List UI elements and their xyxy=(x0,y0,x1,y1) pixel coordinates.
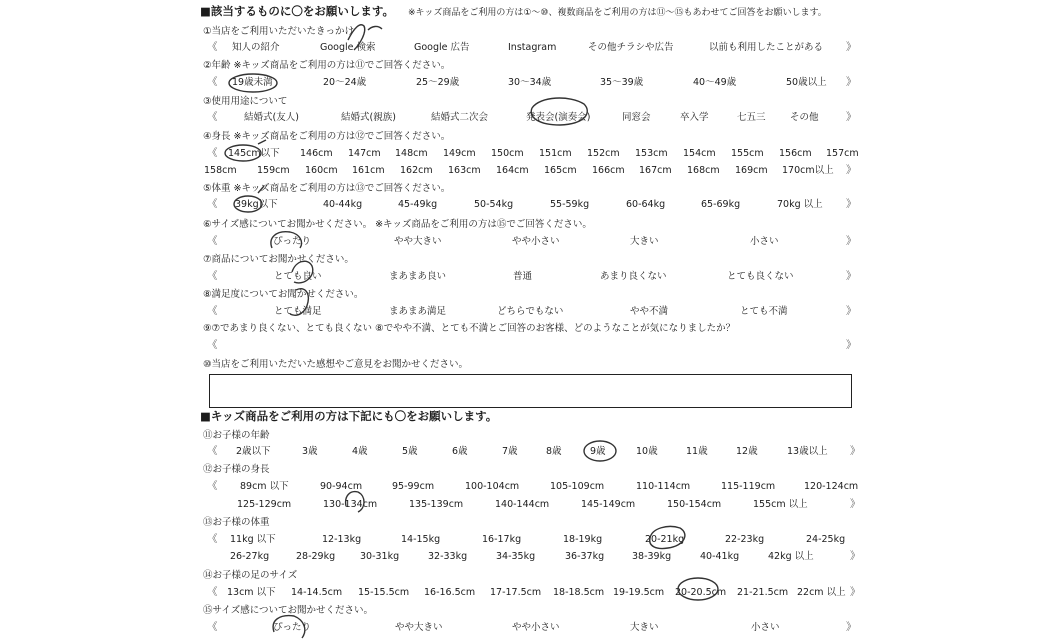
q13-option[interactable]: 28-29kg xyxy=(296,551,336,562)
q8-option[interactable]: どちらでもない xyxy=(497,306,564,317)
q12-option[interactable]: 135-139cm xyxy=(409,499,464,510)
q4-option[interactable]: 167cm xyxy=(639,165,672,176)
q12-option[interactable]: 90-94cm xyxy=(320,481,363,492)
q11-option[interactable]: 7歳 xyxy=(502,446,518,457)
q7-label: ⑦商品についてお聞かせください。 xyxy=(203,254,354,265)
q6-option[interactable]: やや小さい xyxy=(512,236,560,247)
q4-option[interactable]: 155cm xyxy=(731,148,764,159)
q13-label: ⑬お子様の体重 xyxy=(203,517,270,528)
q14-option[interactable]: 16-16.5cm xyxy=(424,587,476,598)
q4-option[interactable]: 166cm xyxy=(592,165,625,176)
bracket-close: 》 xyxy=(846,235,857,247)
q4-option[interactable]: 151cm xyxy=(539,148,572,159)
q15-option[interactable]: 大きい xyxy=(630,622,659,633)
q8-label: ⑧満足度についてお聞かせください。 xyxy=(203,289,364,300)
q13-option[interactable]: 38-39kg xyxy=(632,551,672,562)
q15-option[interactable]: やや大きい xyxy=(395,622,443,633)
bracket-open: 《 xyxy=(207,198,218,210)
q2-option[interactable]: 35〜39歳 xyxy=(600,77,644,88)
q4-option[interactable]: 146cm xyxy=(300,148,333,159)
q3-option[interactable]: 発表会(演奏会) xyxy=(526,112,591,123)
q4-option[interactable]: 163cm xyxy=(448,165,481,176)
q13-option[interactable]: 11kg 以下 xyxy=(230,534,276,545)
q1-option[interactable]: Google 検索 xyxy=(320,42,376,53)
bracket-open: 《 xyxy=(207,147,218,159)
q2-option[interactable]: 40〜49歳 xyxy=(693,77,737,88)
q2-option[interactable]: 20〜24歳 xyxy=(323,77,367,88)
bracket-close: 》 xyxy=(850,586,861,598)
q11-option[interactable]: 8歳 xyxy=(546,446,562,457)
q11-option[interactable]: 11歳 xyxy=(686,446,708,457)
q14-option[interactable]: 22cm 以上 xyxy=(797,587,846,598)
bracket-open: 《 xyxy=(207,235,218,247)
q13-option[interactable]: 12-13kg xyxy=(322,534,362,545)
q2-option[interactable]: 50歳以上 xyxy=(786,77,827,88)
q3-option[interactable]: 七五三 xyxy=(737,112,766,123)
q4-option[interactable]: 150cm xyxy=(491,148,524,159)
q12-option[interactable]: 120-124cm xyxy=(804,481,859,492)
q14-option[interactable]: 21-21.5cm xyxy=(737,587,789,598)
bracket-close: 》 xyxy=(846,270,857,282)
q4-option[interactable]: 158cm xyxy=(204,165,237,176)
q13-option[interactable]: 30-31kg xyxy=(360,551,400,562)
bracket-close: 》 xyxy=(846,41,857,53)
q3-option[interactable]: 同窓会 xyxy=(622,112,651,123)
q3-option[interactable]: 結婚式二次会 xyxy=(431,112,489,123)
bracket-close: 》 xyxy=(846,111,857,123)
kids-section-title: ■キッズ商品をご利用の方は下記にも〇をお願いします。 xyxy=(200,409,498,423)
q14-option[interactable]: 20-20.5cm xyxy=(675,587,727,598)
q11-label: ⑪お子様の年齢 xyxy=(203,430,270,441)
q12-label: ⑫お子様の身長 xyxy=(203,464,270,475)
q1-label: ①当店をご利用いただいたきっかけ xyxy=(203,26,355,37)
q14-option[interactable]: 14-14.5cm xyxy=(291,587,343,598)
q5-option[interactable]: 70kg 以上 xyxy=(777,199,823,210)
q12-option[interactable]: 155cm 以上 xyxy=(753,499,808,510)
bracket-open: 《 xyxy=(207,339,218,351)
q13-option[interactable]: 14-15kg xyxy=(401,534,441,545)
q12-option[interactable]: 140-144cm xyxy=(495,499,550,510)
pen-stroke-q1-top xyxy=(368,26,382,30)
q12-option[interactable]: 105-109cm xyxy=(550,481,605,492)
q8-option[interactable]: とても満足 xyxy=(274,306,322,317)
q4-option[interactable]: 170cm以上 xyxy=(782,165,834,176)
bracket-close: 》 xyxy=(850,550,861,562)
q5-option[interactable]: 60-64kg xyxy=(626,199,666,210)
q1-option[interactable]: その他チラシや広告 xyxy=(588,42,674,53)
q11-option[interactable]: 9歳 xyxy=(590,446,606,457)
q6-option[interactable]: ぴったり xyxy=(273,236,312,247)
q3-option[interactable]: 卒入学 xyxy=(680,112,709,123)
q12-option[interactable]: 110-114cm xyxy=(636,481,691,492)
q15-option[interactable]: ぴったり xyxy=(273,622,312,633)
q4-option[interactable]: 156cm xyxy=(779,148,812,159)
q11-option[interactable]: 10歳 xyxy=(636,446,658,457)
q11-option[interactable]: 12歳 xyxy=(736,446,758,457)
q5-option[interactable]: 39kg以下 xyxy=(235,199,278,210)
q10-label: ⑩当店をご利用いただいた感想やご意見をお聞かせください。 xyxy=(203,359,469,370)
bracket-open: 《 xyxy=(207,270,218,282)
q3-option[interactable]: その他 xyxy=(790,112,819,123)
q5-option[interactable]: 65-69kg xyxy=(701,199,741,210)
q4-option[interactable]: 152cm xyxy=(587,148,620,159)
q11-option[interactable]: 13歳以上 xyxy=(787,446,828,457)
q1-option[interactable]: 知人の紹介 xyxy=(232,42,280,53)
q5-option[interactable]: 50-54kg xyxy=(474,199,514,210)
q4-label: ④身長 ※キッズ商品をご利用の方は⑫でご回答ください。 xyxy=(203,131,451,142)
q6-option[interactable]: 大きい xyxy=(630,236,659,247)
q4-option[interactable]: 162cm xyxy=(400,165,433,176)
q4-option[interactable]: 147cm xyxy=(348,148,381,159)
q3-label: ③使用用途について xyxy=(203,96,288,107)
bracket-close: 》 xyxy=(846,164,857,176)
q13-option[interactable]: 42kg 以上 xyxy=(768,551,814,562)
q13-option[interactable]: 24-25kg xyxy=(806,534,846,545)
q7-option[interactable]: とても良くない xyxy=(727,271,794,282)
q11-option[interactable]: 2歳以下 xyxy=(236,446,271,457)
q13-option[interactable]: 32-33kg xyxy=(428,551,468,562)
bracket-close: 》 xyxy=(846,305,857,317)
bracket-open: 《 xyxy=(207,621,218,633)
q12-option[interactable]: 95-99cm xyxy=(392,481,435,492)
q13-option[interactable]: 22-23kg xyxy=(725,534,765,545)
q12-option[interactable]: 130-134cm xyxy=(323,499,378,510)
q12-option[interactable]: 145-149cm xyxy=(581,499,636,510)
q6-option[interactable]: 小さい xyxy=(750,236,779,247)
bracket-open: 《 xyxy=(207,41,218,53)
q9-label: ⑨⑦であまり良くない、とても良くない ⑧でやや不満、とても不満とご回答のお客様、どのようなことが気になりましたか？ xyxy=(203,323,736,334)
bracket-close: 》 xyxy=(846,198,857,210)
bracket-open: 《 xyxy=(207,533,218,545)
q13-option[interactable]: 20-21kg xyxy=(645,534,685,545)
q4-option[interactable]: 160cm xyxy=(305,165,338,176)
q7-option[interactable]: あまり良くない xyxy=(600,271,667,282)
q4-option[interactable]: 159cm xyxy=(257,165,290,176)
q13-option[interactable]: 40-41kg xyxy=(700,551,740,562)
form-title-text: ■該当するものに〇をお願いします。 xyxy=(200,4,394,18)
bracket-open: 《 xyxy=(207,586,218,598)
q7-option[interactable]: とても良い xyxy=(274,271,322,282)
q4-option[interactable]: 153cm xyxy=(635,148,668,159)
q3-option[interactable]: 結婚式(親族) xyxy=(341,112,396,123)
bracket-open: 《 xyxy=(207,480,218,492)
form-title xyxy=(200,5,827,19)
q2-option[interactable]: 25〜29歳 xyxy=(416,77,460,88)
q5-option[interactable]: 40-44kg xyxy=(323,199,363,210)
q5-label: ⑤体重 ※キッズ商品をご利用の方は⑬でご回答ください。 xyxy=(203,183,451,194)
bracket-open: 《 xyxy=(207,111,218,123)
q2-label: ②年齢 ※キッズ商品をご利用の方は⑪でご回答ください。 xyxy=(203,60,451,71)
q12-option[interactable]: 115-119cm xyxy=(721,481,776,492)
q13-option[interactable]: 34-35kg xyxy=(496,551,536,562)
q12-option[interactable]: 89cm 以下 xyxy=(240,481,289,492)
q4-option[interactable]: 148cm xyxy=(395,148,428,159)
q7-option[interactable]: 普通 xyxy=(513,271,533,282)
q14-option[interactable]: 19-19.5cm xyxy=(613,587,665,598)
q2-option[interactable]: 19歳未満 xyxy=(232,77,273,88)
q1-option[interactable]: Instagram xyxy=(508,42,557,53)
q4-option[interactable]: 145cm以下 xyxy=(228,148,280,159)
q13-option[interactable]: 18-19kg xyxy=(563,534,603,545)
q13-option[interactable]: 16-17kg xyxy=(482,534,522,545)
bracket-open: 《 xyxy=(207,305,218,317)
bracket-close: 》 xyxy=(846,339,857,351)
q8-option[interactable]: まあまあ満足 xyxy=(389,306,447,317)
q15-label: ⑮サイズ感についてお聞かせください。 xyxy=(203,605,374,616)
q4-option[interactable]: 161cm xyxy=(352,165,385,176)
q4-option[interactable]: 149cm xyxy=(443,148,476,159)
q15-option[interactable]: 小さい xyxy=(751,622,780,633)
q11-option[interactable]: 4歳 xyxy=(352,446,368,457)
feedback-textbox[interactable] xyxy=(209,374,852,408)
bracket-open: 《 xyxy=(207,76,218,88)
q4-option[interactable]: 154cm xyxy=(683,148,716,159)
q12-option[interactable]: 150-154cm xyxy=(667,499,722,510)
q4-option[interactable]: 164cm xyxy=(496,165,529,176)
q6-option[interactable]: やや大きい xyxy=(394,236,442,247)
q5-option[interactable]: 45-49kg xyxy=(398,199,438,210)
q11-option[interactable]: 6歳 xyxy=(452,446,468,457)
q14-option[interactable]: 18-18.5cm xyxy=(553,587,605,598)
bracket-close: 》 xyxy=(850,445,861,457)
q15-option[interactable]: やや小さい xyxy=(512,622,560,633)
q13-option[interactable]: 36-37kg xyxy=(565,551,605,562)
q4-option[interactable]: 168cm xyxy=(687,165,720,176)
q12-option[interactable]: 100-104cm xyxy=(465,481,520,492)
q13-option[interactable]: 26-27kg xyxy=(230,551,270,562)
q4-option[interactable]: 165cm xyxy=(544,165,577,176)
q14-option[interactable]: 17-17.5cm xyxy=(490,587,542,598)
q14-option[interactable]: 15-15.5cm xyxy=(358,587,410,598)
q5-option[interactable]: 55-59kg xyxy=(550,199,590,210)
q14-label: ⑭お子様の足のサイズ xyxy=(203,570,298,581)
form-note: ※キッズ商品をご利用の方は①〜⑩、複数商品をご利用の方は⑪〜⑮もあわせてご回答をお願いします。 xyxy=(407,8,827,18)
q12-option[interactable]: 125-129cm xyxy=(237,499,292,510)
q2-option[interactable]: 30〜34歳 xyxy=(508,77,552,88)
q11-option[interactable]: 5歳 xyxy=(402,446,418,457)
q6-label: ⑥サイズ感についてお聞かせください。 ※キッズ商品をご利用の方は⑮でご回答ください。 xyxy=(203,219,592,230)
bracket-close: 》 xyxy=(846,621,857,633)
bracket-close: 》 xyxy=(846,76,857,88)
q1-option[interactable]: Google 広告 xyxy=(414,42,470,53)
q4-option[interactable]: 169cm xyxy=(735,165,768,176)
bracket-open: 《 xyxy=(207,445,218,457)
q7-option[interactable]: まあまあ良い xyxy=(389,271,447,282)
q8-option[interactable]: とても不満 xyxy=(740,306,788,317)
q8-option[interactable]: やや不満 xyxy=(630,306,669,317)
q3-option[interactable]: 結婚式(友人) xyxy=(244,112,299,123)
bracket-close: 》 xyxy=(850,498,861,510)
q11-option[interactable]: 3歳 xyxy=(302,446,318,457)
q1-option[interactable]: 以前も利用したことがある xyxy=(709,42,824,53)
q4-option[interactable]: 157cm xyxy=(826,148,859,159)
q14-option[interactable]: 13cm 以下 xyxy=(227,587,276,598)
